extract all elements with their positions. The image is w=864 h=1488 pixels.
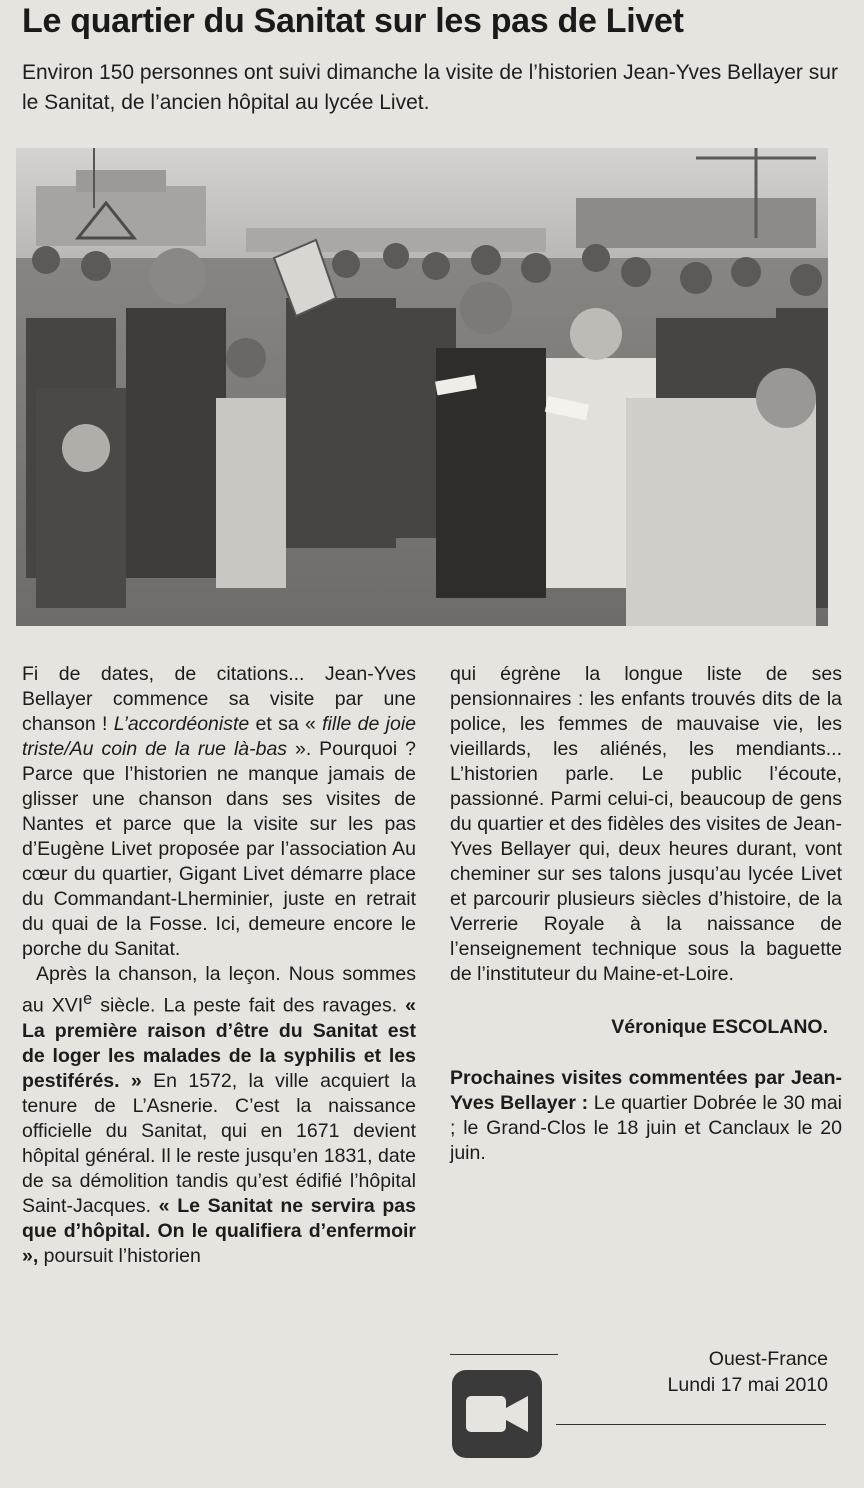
source-credit (560, 1346, 828, 1398)
bleed-through-text-gutter (420, 640, 448, 1440)
divider (556, 1424, 826, 1425)
text-run: poursuit l’historien (38, 1244, 201, 1267)
song-quote: fille de joie triste/Au coin de la rue là-bas (22, 713, 417, 760)
text-run: et sa « (249, 713, 323, 735)
quote-bold: « Le Sanitat ne servira pas que d’hôpital. On le qualifiera d’enfermoir », (22, 1194, 416, 1267)
text-run: Fi de dates, de citations... Jean-Yves Bellayer commence sa visite par une chanson ! (22, 663, 416, 735)
paragraph-1 (22, 662, 416, 962)
paragraph-2 (22, 962, 416, 1269)
divider (450, 1354, 558, 1355)
article-column-left (22, 662, 416, 1269)
superscript: e (83, 990, 93, 1008)
bleed-through-text-right (842, 5, 864, 1465)
upcoming-visits-text: Le quartier Dobrée le 30 mai ; le Grand-Clos le 18 juin et Canclaux le 20 juin. (450, 1092, 842, 1164)
newspaper-name: Ouest-France (708, 1348, 828, 1370)
upcoming-visits (450, 1066, 842, 1166)
text-run: Après la chanson, la leçon. Nous sommes au XVI (22, 963, 416, 1017)
text-run: qui égrène la longue liste de ses pensionnaires : les enfants trouvés dits de la police, les femmes de mauvaise vie, les vieillards, les aliénés, les mendiants... L’historien parle. Le public l’écoute, passionné. Parmi celui-ci, beaucoup de gens du quartier et des fidèles des visites de Jean-Yves Bellayer qui, deux heures durant, vont cheminer sur ses talons jusqu’au lycée Livet et parcourir plusieurs siècles d’histoire, de la Verrerie Royale à la naissance de l’enseignement technique sous la baguette de l’instituteur du Maine-et-Loire. (450, 663, 842, 985)
headline: Le quartier du Sanitat sur les pas de Livet (22, 2, 684, 40)
text-run: En 1572, la ville acquiert la tenure de L’Asnerie. C’est la naissance officielle du Sanitat, qui en 1671 devient hôpital général. Il le reste jusqu’en 1831, date de sa démolition tandis qu’est édifié l’hôpital Saint-Jacques. (22, 1069, 417, 1217)
lede: Environ 150 personnes ont suivi dimanche la visite de l’historien Jean-Yves Bellayer sur le Sanitat, de l’ancien hôpital au lycée Livet. (22, 61, 838, 114)
author-signature: Véronique ESCOLANO. (611, 1016, 828, 1038)
crowd-photo-illustration (16, 148, 828, 626)
upcoming-visits-label: Prochaines visites commentées par Jean-Yves Bellayer : (450, 1067, 842, 1114)
text-run: ». Pourquoi ? Parce que l’historien ne manque jamais de glisser une chanson dans ses visites de Nantes et parce que la visite sur les pas d’Eugène Livet proposée par l’association Au cœur du quartier, Gigant Livet démarre place du Commandant-Lherminier, juste en retrait du quai de la Fosse. Ici, demeure encore le porche du Sanitat. (22, 738, 416, 960)
video-camera-icon (452, 1370, 542, 1458)
article-photo (16, 148, 828, 626)
paragraph-2-continued (450, 662, 842, 987)
article-column-right (450, 662, 842, 1166)
text-run: siècle. La peste fait des ravages. (92, 994, 406, 1017)
publication-date: Lundi 17 mai 2010 (667, 1374, 828, 1396)
song-title: L’accordéoniste (113, 713, 250, 735)
quote-bold: « La première raison d’être du Sanitat est de loger les malades de la syphilis et les pestiférés. » (22, 994, 416, 1092)
